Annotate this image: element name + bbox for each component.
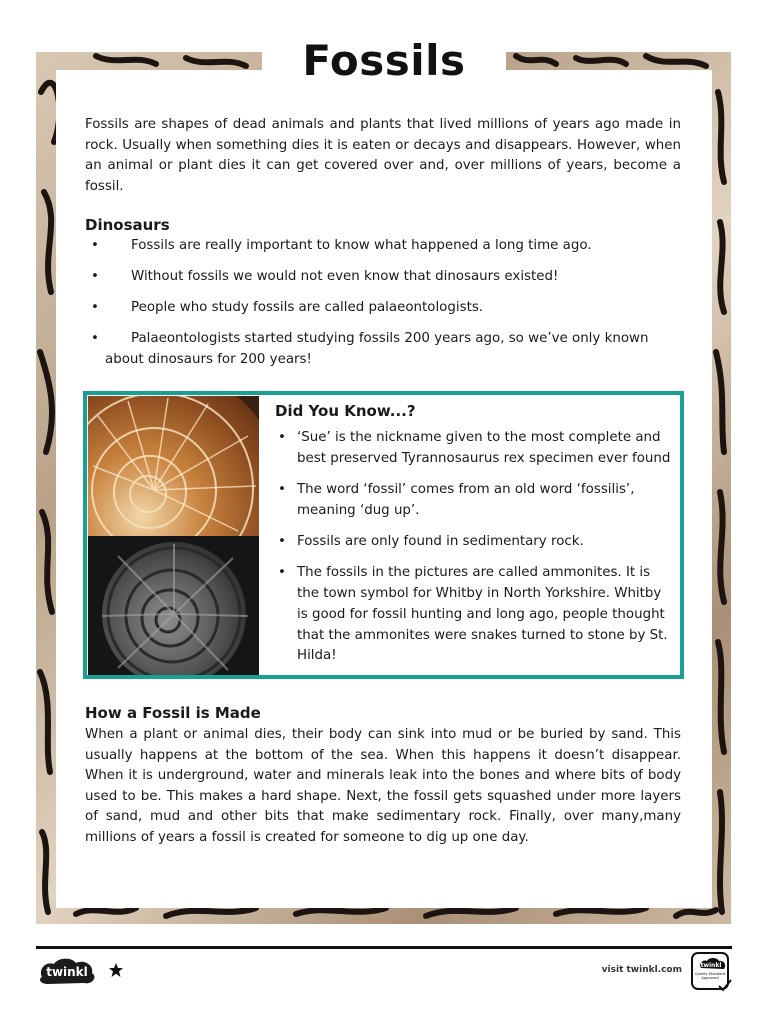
bullet-icon: •	[91, 330, 99, 346]
did-you-know-list	[275, 428, 675, 678]
ammonite-photo-grey	[88, 536, 259, 675]
list-item: • People who study fossils are called palaeontologists.	[85, 298, 685, 319]
list-item: • Palaeontologists started studying fossils 200 years ago, so we’ve only known about dinosaurs for 200 years!	[91, 330, 649, 367]
page-title: Fossils	[302, 36, 466, 85]
footer-divider	[36, 946, 732, 949]
dinosaurs-list	[85, 236, 685, 381]
badge-text: Quality Standard Approved	[694, 972, 726, 980]
bullet-icon: •	[91, 268, 99, 284]
did-you-know-heading: Did You Know...?	[275, 402, 416, 420]
star-icon	[108, 962, 124, 978]
dinosaurs-heading: Dinosaurs	[85, 216, 170, 234]
bullet-icon: •	[91, 238, 99, 253]
list-item: • Fossils are really important to know what happened a long time ago.	[85, 236, 685, 257]
ammonite-photo-brown	[88, 396, 259, 536]
how-fossil-made-heading: How a Fossil is Made	[85, 704, 261, 722]
list-item: • The word ‘fossil’ comes from an old word ‘fossilis’, meaning ‘dug up’.	[278, 481, 635, 518]
bullet-icon: •	[278, 565, 286, 581]
bullet-icon: •	[278, 481, 286, 497]
list-item: • Fossils are only found in sedimentary rock.	[275, 532, 675, 553]
visit-website-link[interactable]: visit twinkl.com	[601, 965, 682, 975]
twinkl-logo-text: twinkl	[46, 965, 88, 979]
bullet-icon: •	[278, 533, 286, 549]
list-item: • The fossils in the pictures are called ammonites. It is the town symbol for Whitby in North Yorkshire. Whitby is good for fossil hunting and long ago, people thought that the ammonites were snakes turned to stone by St. Hilda!	[278, 565, 668, 664]
list-item: • ‘Sue’ is the nickname given to the most complete and best preserved Tyrannosaurus rex specimen ever found	[278, 430, 671, 466]
quality-standard-badge	[689, 950, 733, 994]
how-fossil-made-paragraph: When a plant or animal dies, their body can sink into mud or be buried by sand. This usually happens at the bottom of the sea. When this happens it doesn’t disappear. When it is underground, water and minerals leak into the bones and where bits of body used to be. This makes a hard shape. Next, the fossil gets squashed under more layers of sand, mud and other bits that make sedimentary rock. Finally, over many,many millions of years a fossil is created for someone to dig up one day.	[85, 727, 681, 845]
twinkl-logo[interactable]	[36, 955, 98, 987]
intro-paragraph: Fossils are shapes of dead animals and plants that lived millions of years ago made in rock. Usually when something dies it is eaten or decays and disappears. However, when an animal or plant dies it can get covered over and, over millions of years, become a fossil.	[85, 117, 681, 194]
bullet-icon: •	[278, 430, 286, 445]
bullet-icon: •	[91, 299, 99, 315]
list-item: • Without fossils we would not even know that dinosaurs existed!	[85, 267, 685, 288]
badge-brand: twinkl	[700, 962, 722, 969]
